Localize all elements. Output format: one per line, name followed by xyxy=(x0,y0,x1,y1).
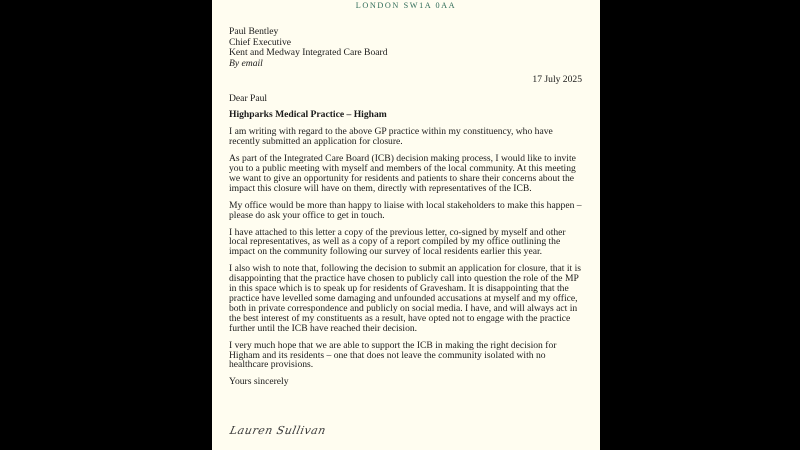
recipient-org: Kent and Medway Integrated Care Board xyxy=(229,47,388,59)
subject-line: Highparks Medical Practice – Higham xyxy=(229,109,387,121)
paragraph: I very much hope that we are able to support the ICB in making the right decision for Higham and its residents – one that does not leave the community isolated with no healthcare provisions. xyxy=(229,339,557,371)
handwritten-signature: Lauren Sullivan xyxy=(228,424,328,437)
closing: Yours sincerely xyxy=(229,376,289,388)
letterhead-address: LONDON SW1A 0AA xyxy=(355,1,457,10)
paragraph: I also wish to note that, following the decision to submit an application for closure, that it is disappointing that the practice have chosen to publicly call into question the role of the MP in this space which is to speak up for residents of Gravesham. It is disappointing that the practice have levelled some damaging and unfounded accusations at myself and my office, both in private correspondence and publicly on social media. I have, and will always act in the best interest of my constituents as a result, have opted not to engage with the practice further until the ICB have reached their decision. xyxy=(229,263,581,334)
recipient-role: Chief Executive xyxy=(229,36,292,48)
paragraph: As part of the Integrated Care Board (ICB) decision making process, I would like to invite you to a public meeting with myself and members of the local community. At this meeting we want to give an opportunity for residents and patients to share their concerns about the impact this closure will have on them, directly with representatives of the ICB. xyxy=(229,153,576,194)
letter-page xyxy=(212,0,600,450)
salutation: Dear Paul xyxy=(229,93,268,104)
delivery-method: By email xyxy=(229,57,263,69)
recipient-block xyxy=(229,27,388,69)
letter-body xyxy=(229,94,585,394)
paragraph: I am writing with regard to the above GP practice within my constituency, who have recently submitted an application for closure. xyxy=(229,126,553,148)
paragraph: I have attached to this letter a copy of the previous letter, co-signed by myself and other local representatives, as well as a copy of a report compiled by my office outlining the impact on the community following our survey of local residents earlier this year. xyxy=(229,226,566,258)
letter-date: 17 July 2025 xyxy=(532,74,582,85)
paragraph: My office would be more than happy to liaise with local stakeholders to make this happen – please do ask your office to get in touch. xyxy=(229,199,582,221)
recipient-name: Paul Bentley xyxy=(229,26,279,37)
